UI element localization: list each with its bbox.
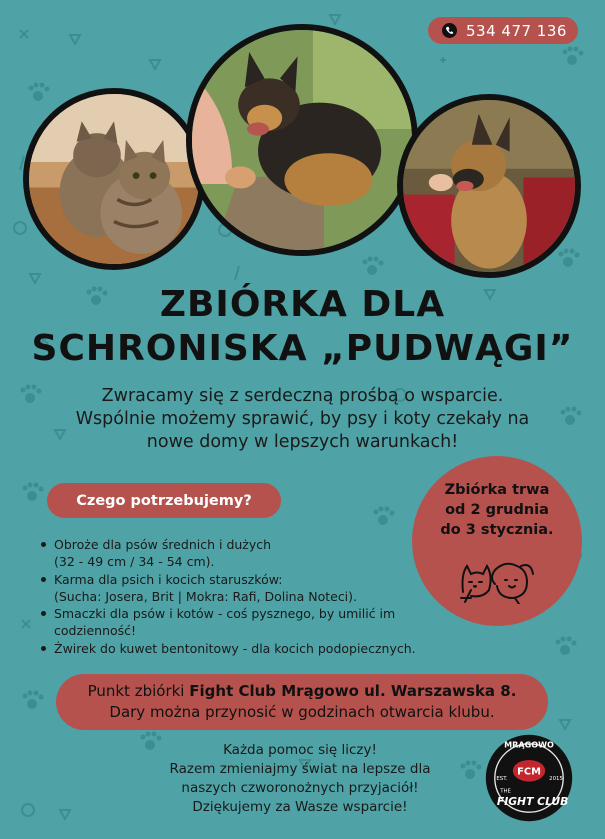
paw-icon	[23, 483, 44, 502]
needs-heading: Czego potrzebujemy?	[47, 483, 281, 518]
venue-prefix: Punkt zbiórki	[87, 682, 185, 700]
dates-line-2: od 2 grudnia	[445, 502, 549, 518]
venue-pill	[56, 674, 548, 730]
paw-icon	[374, 507, 395, 526]
phone-pill[interactable]	[428, 17, 578, 44]
list-item-line: Smaczki dla psów i kotów - coś pysznego, by umilić im	[54, 606, 396, 622]
paw-icon	[21, 385, 42, 404]
dog-photo	[397, 94, 581, 278]
logo-bottom-text: FIGHT CLUB	[496, 795, 569, 808]
closing-line-2: Razem zmieniajmy świat na lepsze dla	[169, 761, 431, 777]
list-item	[40, 605, 480, 640]
cross-shape	[20, 30, 28, 38]
dates-text	[412, 480, 582, 540]
logo-left-text: EST.	[496, 775, 508, 782]
puppy-photo	[186, 24, 418, 256]
logo-the-text: THE	[500, 788, 511, 795]
triangle-shape	[150, 60, 160, 69]
closing-text	[130, 741, 470, 817]
intro-text	[40, 385, 565, 454]
venue-line-2: Dary można przynosić w godzinach otwarcia klubu.	[109, 703, 495, 721]
dates-badge	[412, 456, 582, 626]
cats-photo	[23, 88, 205, 270]
phone-icon	[442, 23, 457, 38]
cat-and-dog-icon	[455, 554, 539, 604]
logo-center-text: FCM	[517, 766, 541, 778]
triangle-shape	[70, 35, 80, 44]
list-item-line: Żwirek do kuwet bentonitowy - dla kocich podopiecznych.	[54, 640, 416, 656]
list-item-line: Karma dla psich i kocich staruszków:	[54, 571, 283, 587]
list-item-line: (Sucha: Josera, Brit | Mokra: Rafi, Dolina Noteci).	[54, 588, 358, 604]
list-item-line: (32 - 49 cm / 34 - 54 cm).	[54, 554, 215, 570]
list-item	[40, 571, 480, 606]
intro-line-2: Wspólnie możemy sprawić, by psy i koty czekały na	[75, 409, 530, 429]
phone-number: 534 477 136	[466, 21, 567, 40]
triangle-shape	[30, 274, 40, 283]
title-line-1: ZBIÓRKA DLA	[159, 284, 446, 325]
list-item-line: Obroże dla psów średnich i dużych	[54, 537, 272, 552]
paw-icon	[559, 249, 580, 268]
paw-icon	[29, 83, 50, 102]
paw-icon	[23, 691, 44, 710]
spiral-shape	[14, 222, 26, 234]
plus-shape	[440, 57, 446, 63]
list-item	[40, 640, 480, 657]
venue-place: Fight Club Mrągowo ul. Warszawska 8.	[189, 682, 517, 700]
title	[0, 283, 605, 371]
dates-line-3: do 3 stycznia.	[440, 522, 554, 538]
paw-icon	[556, 637, 577, 656]
list-item-line: codzienność!	[54, 623, 137, 639]
closing-line-3: naszych czworonożnych przyjaciół!	[181, 780, 419, 796]
cross-shape	[22, 620, 30, 628]
triangle-shape	[330, 15, 340, 24]
venue-line-1	[56, 681, 548, 702]
paw-icon	[363, 257, 384, 276]
spiral-shape	[22, 804, 34, 816]
triangle-shape	[560, 720, 570, 729]
intro-line-1: Zwracamy się z serdeczną prośbą o wsparcie.	[101, 386, 504, 406]
logo-top-text: MRĄGOWO	[504, 739, 554, 750]
dates-line-1: Zbiórka trwa	[444, 482, 550, 498]
fight-club-logo	[484, 733, 574, 823]
intro-line-3: nowe domy w lepszych warunkach!	[146, 432, 459, 452]
triangle-shape	[60, 810, 70, 819]
dash-shape	[235, 266, 239, 280]
title-line-2: SCHRONISKA „PUDWĄGI”	[31, 328, 574, 369]
closing-line-4: Dziękujemy za Wasze wsparcie!	[192, 799, 408, 815]
closing-line-1: Każda pomoc się liczy!	[223, 742, 377, 758]
logo-right-text: 2015	[549, 775, 563, 782]
paw-icon	[563, 47, 584, 66]
